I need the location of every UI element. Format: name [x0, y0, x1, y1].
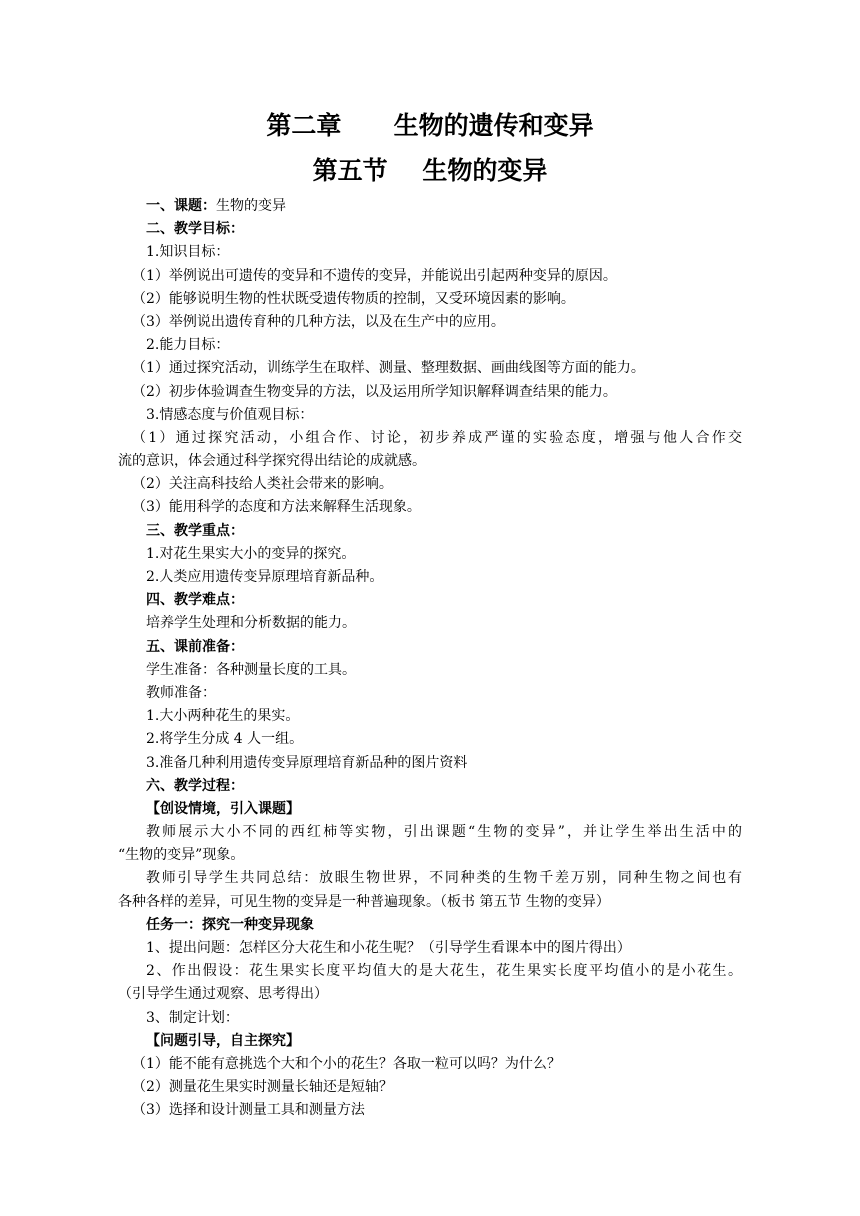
text-line: 2、作出假设：花生果实长度平均值大的是大花生，花生果实长度平均值小的是小花生。: [146, 963, 742, 980]
document-body: [118, 195, 742, 1123]
text-line: 3.准备几种利用遗传变异原理培育新品种的图片资料: [146, 754, 468, 771]
text-line: 2.人类应用遗传变异原理培育新品种。: [146, 569, 384, 585]
section-heading: [118, 195, 742, 218]
heading-label: 五、课前准备：: [146, 638, 244, 655]
text-line: 3.情感态度与价值观目标：: [146, 406, 314, 423]
section-heading: [118, 1030, 742, 1053]
text-line: （1）举例说出可遗传的变异和不遗传的变异，并能说出引起两种变异的原因。: [132, 267, 617, 284]
heading-label: 二、教学目标：: [146, 221, 244, 238]
text-line: （2）关注高科技给人类社会带来的影响。: [132, 476, 393, 493]
section-heading: [118, 914, 742, 937]
text-line: （引导学生通过观察、思考得出）: [118, 986, 328, 1003]
heading-label: 一、课题：: [146, 198, 216, 214]
text-line: 1.对花生果实大小的变异的探究。: [146, 545, 356, 562]
text-line: 1.知识目标：: [146, 244, 230, 261]
section-heading: [118, 636, 742, 659]
text-line: （3）选择和设计测量工具和测量方法: [132, 1102, 365, 1119]
text-line: （1）能不能有意挑选个大和个小的花生？各取一粒可以吗？为什么？: [132, 1055, 561, 1072]
heading-label: 任务一：探究一种变异现象: [146, 916, 314, 933]
text-line: 1、提出问题：怎样区分大花生和小花生呢？（引导学生看课本中的图片得出）: [146, 940, 631, 956]
text-line: 学生准备：各种测量长度的工具。: [146, 661, 356, 678]
text-line: （1）通过探究活动，小组合作、讨论，初步养成严谨的实验态度，增强与他人合作交: [132, 429, 742, 446]
heading-label: 三、教学重点：: [146, 522, 244, 539]
heading-value: 生物的变异: [216, 198, 286, 214]
text-line: （2）能够说明生物的性状既受遗传物质的控制，又受环境因素的影响。: [132, 290, 575, 307]
heading-label: 四、教学难点：: [146, 592, 244, 609]
text-line: （3）举例说出遗传育种的几种方法，以及在生产中的应用。: [132, 313, 505, 330]
heading-label: 六、教学过程：: [146, 777, 244, 794]
text-line: 1.大小两种花生的果实。: [146, 708, 300, 725]
text-line: “生物的变异”现象。: [118, 847, 245, 864]
section-title: 第五节 生物的变异: [312, 156, 548, 185]
text-line: 培养学生处理和分析数据的能力。: [146, 615, 356, 632]
text-line: （3）能用科学的态度和方法来解释生活现象。: [132, 499, 421, 516]
text-line: 2.能力目标：: [146, 337, 230, 354]
section-heading: [118, 589, 742, 612]
heading-label: 【问题引导，自主探究】: [146, 1032, 300, 1049]
section-heading: [118, 218, 742, 241]
section-heading: [118, 520, 742, 543]
text-line: 3、制定计划：: [146, 1009, 239, 1026]
text-line: （1）通过探究活动，训练学生在取样、测量、整理数据、画曲线图等方面的能力。: [132, 360, 645, 377]
text-line: 教师准备：: [146, 684, 216, 701]
chapter-title: 第二章 生物的遗传和变异: [266, 111, 594, 140]
text-line: 各种各样的差异，可见生物的变异是一种普遍现象。（板书 第五节 生物的变异）: [118, 893, 610, 910]
text-line: （2）初步体验调查生物变异的方法，以及运用所学知识解释调查结果的能力。: [132, 383, 617, 400]
section-heading: [118, 775, 742, 798]
text-line: 教师展示大小不同的西红柿等实物，引出课题“生物的变异”，并让学生举出生活中的: [146, 824, 742, 841]
text-line: 流的意识，体会通过科学探究得出结论的成就感。: [118, 453, 426, 470]
text-line: （2）测量花生果实时测量长轴还是短轴？: [132, 1079, 393, 1096]
text-line: 教师引导学生共同总结：放眼生物世界，不同种类的生物千差万别，同种生物之间也有: [146, 870, 742, 887]
heading-label: 【创设情境，引入课题】: [146, 800, 300, 817]
text-line: 2.将学生分成 4 人一组。: [146, 731, 304, 748]
section-heading: [118, 798, 742, 821]
